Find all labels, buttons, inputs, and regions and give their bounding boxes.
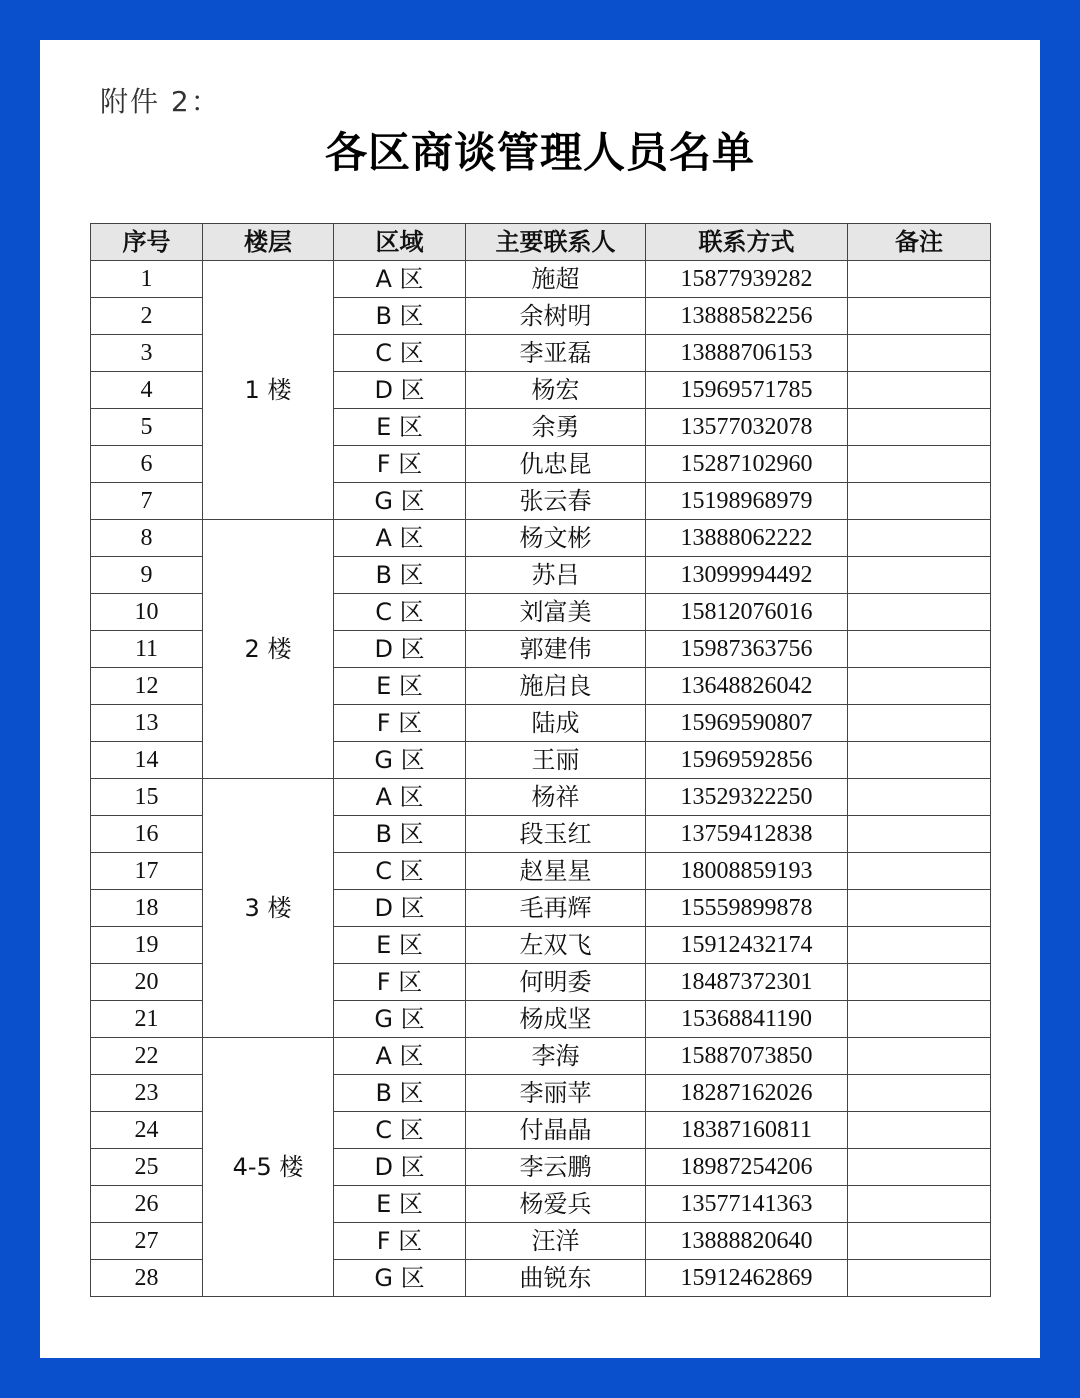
document-page [40,40,1040,1358]
note-cell [848,409,991,446]
phone-cell: 13529322250 [646,779,848,816]
zone-cell: D 区 [334,631,466,668]
row-number: 11 [91,631,203,668]
note-cell [848,372,991,409]
zone-cell: A 区 [334,1038,466,1075]
row-number: 17 [91,853,203,890]
zone-cell: C 区 [334,335,466,372]
phone-cell: 15287102960 [646,446,848,483]
contact-name-cell: 王丽 [466,742,646,779]
phone-cell: 13888820640 [646,1223,848,1260]
contact-name-cell: 赵星星 [466,853,646,890]
zone-cell: B 区 [334,1075,466,1112]
attachment-label: 附件 2： [100,85,221,118]
contact-name-cell: 杨成坚 [466,1001,646,1038]
row-number: 28 [91,1260,203,1297]
zone-cell: G 区 [334,1260,466,1297]
zone-cell: F 区 [334,705,466,742]
zone-cell: D 区 [334,1149,466,1186]
row-number: 21 [91,1001,203,1038]
row-number: 23 [91,1075,203,1112]
column-header-zone: 区域 [334,224,466,261]
note-cell [848,446,991,483]
table-header-row [91,224,991,261]
column-header-floor: 楼层 [203,224,334,261]
note-cell [848,1001,991,1038]
contact-name-cell: 李丽苹 [466,1075,646,1112]
column-header-contact: 主要联系人 [466,224,646,261]
floor-cell: 2 楼 [203,520,334,779]
floor-cell: 3 楼 [203,779,334,1038]
note-cell [848,261,991,298]
phone-cell: 13888582256 [646,298,848,335]
row-number: 5 [91,409,203,446]
note-cell [848,298,991,335]
table-row [91,261,991,298]
zone-cell: G 区 [334,1001,466,1038]
note-cell [848,1038,991,1075]
row-number: 27 [91,1223,203,1260]
zone-cell: F 区 [334,1223,466,1260]
note-cell [848,557,991,594]
zone-cell: G 区 [334,742,466,779]
note-cell [848,483,991,520]
floor-cell: 4-5 楼 [203,1038,334,1297]
page-title: 各区商谈管理人员名单 [324,128,755,177]
floor-cell: 1 楼 [203,261,334,520]
phone-cell: 15969592856 [646,742,848,779]
contact-name-cell: 余勇 [466,409,646,446]
contact-name-cell: 刘富美 [466,594,646,631]
phone-cell: 18287162026 [646,1075,848,1112]
phone-cell: 15912462869 [646,1260,848,1297]
contact-name-cell: 杨爱兵 [466,1186,646,1223]
zone-cell: D 区 [334,890,466,927]
phone-cell: 15987363756 [646,631,848,668]
note-cell [848,335,991,372]
note-cell [848,668,991,705]
row-number: 1 [91,261,203,298]
zone-cell: B 区 [334,816,466,853]
phone-cell: 18387160811 [646,1112,848,1149]
contact-name-cell: 段玉红 [466,816,646,853]
phone-cell: 18987254206 [646,1149,848,1186]
row-number: 6 [91,446,203,483]
zone-cell: E 区 [334,409,466,446]
zone-cell: B 区 [334,557,466,594]
phone-cell: 15559899878 [646,890,848,927]
phone-cell: 18487372301 [646,964,848,1001]
contact-name-cell: 付晶晶 [466,1112,646,1149]
zone-cell: E 区 [334,668,466,705]
phone-cell: 15877939282 [646,261,848,298]
note-cell [848,816,991,853]
row-number: 26 [91,1186,203,1223]
phone-cell: 13888706153 [646,335,848,372]
zone-cell: A 区 [334,779,466,816]
zone-cell: C 区 [334,594,466,631]
contact-name-cell: 仇忠昆 [466,446,646,483]
column-header-phone: 联系方式 [646,224,848,261]
note-cell [848,1075,991,1112]
row-number: 7 [91,483,203,520]
row-number: 9 [91,557,203,594]
note-cell [848,631,991,668]
row-number: 12 [91,668,203,705]
note-cell [848,779,991,816]
contact-name-cell: 李云鹏 [466,1149,646,1186]
row-number: 24 [91,1112,203,1149]
row-number: 16 [91,816,203,853]
table-row [91,520,991,557]
zone-cell: F 区 [334,964,466,1001]
column-header-no: 序号 [91,224,203,261]
zone-cell: E 区 [334,927,466,964]
note-cell [848,1149,991,1186]
note-cell [848,520,991,557]
contact-name-cell: 陆成 [466,705,646,742]
row-number: 22 [91,1038,203,1075]
phone-cell: 15198968979 [646,483,848,520]
contact-name-cell: 曲锐东 [466,1260,646,1297]
phone-cell: 15969571785 [646,372,848,409]
note-cell [848,1112,991,1149]
phone-cell: 15912432174 [646,927,848,964]
row-number: 3 [91,335,203,372]
table-body [91,261,991,1297]
note-cell [848,1223,991,1260]
phone-cell: 13648826042 [646,668,848,705]
note-cell [848,742,991,779]
zone-cell: D 区 [334,372,466,409]
row-number: 2 [91,298,203,335]
zone-cell: B 区 [334,298,466,335]
row-number: 20 [91,964,203,1001]
contact-name-cell: 杨宏 [466,372,646,409]
row-number: 4 [91,372,203,409]
row-number: 15 [91,779,203,816]
contact-name-cell: 施启良 [466,668,646,705]
contact-name-cell: 李亚磊 [466,335,646,372]
column-header-note: 备注 [848,224,991,261]
row-number: 10 [91,594,203,631]
contact-name-cell: 毛再辉 [466,890,646,927]
zone-cell: A 区 [334,520,466,557]
contact-name-cell: 余树明 [466,298,646,335]
note-cell [848,1186,991,1223]
zone-cell: C 区 [334,1112,466,1149]
note-cell [848,1260,991,1297]
contact-name-cell: 张云春 [466,483,646,520]
phone-cell: 13577141363 [646,1186,848,1223]
contact-name-cell: 左双飞 [466,927,646,964]
phone-cell: 15887073850 [646,1038,848,1075]
row-number: 8 [91,520,203,557]
row-number: 25 [91,1149,203,1186]
contact-name-cell: 李海 [466,1038,646,1075]
row-number: 13 [91,705,203,742]
phone-cell: 15368841190 [646,1001,848,1038]
table-row [91,779,991,816]
contact-name-cell: 郭建伟 [466,631,646,668]
note-cell [848,594,991,631]
note-cell [848,705,991,742]
contact-name-cell: 何明委 [466,964,646,1001]
phone-cell: 13099994492 [646,557,848,594]
phone-cell: 13759412838 [646,816,848,853]
phone-cell: 18008859193 [646,853,848,890]
contact-name-cell: 杨文彬 [466,520,646,557]
zone-cell: A 区 [334,261,466,298]
phone-cell: 15812076016 [646,594,848,631]
zone-cell: C 区 [334,853,466,890]
phone-cell: 13577032078 [646,409,848,446]
staff-table [90,223,991,1297]
phone-cell: 15969590807 [646,705,848,742]
note-cell [848,927,991,964]
zone-cell: F 区 [334,446,466,483]
row-number: 18 [91,890,203,927]
zone-cell: E 区 [334,1186,466,1223]
contact-name-cell: 汪洋 [466,1223,646,1260]
row-number: 19 [91,927,203,964]
table-row [91,1038,991,1075]
note-cell [848,964,991,1001]
note-cell [848,890,991,927]
contact-name-cell: 杨祥 [466,779,646,816]
row-number: 14 [91,742,203,779]
contact-name-cell: 苏吕 [466,557,646,594]
zone-cell: G 区 [334,483,466,520]
note-cell [848,853,991,890]
phone-cell: 13888062222 [646,520,848,557]
contact-name-cell: 施超 [466,261,646,298]
